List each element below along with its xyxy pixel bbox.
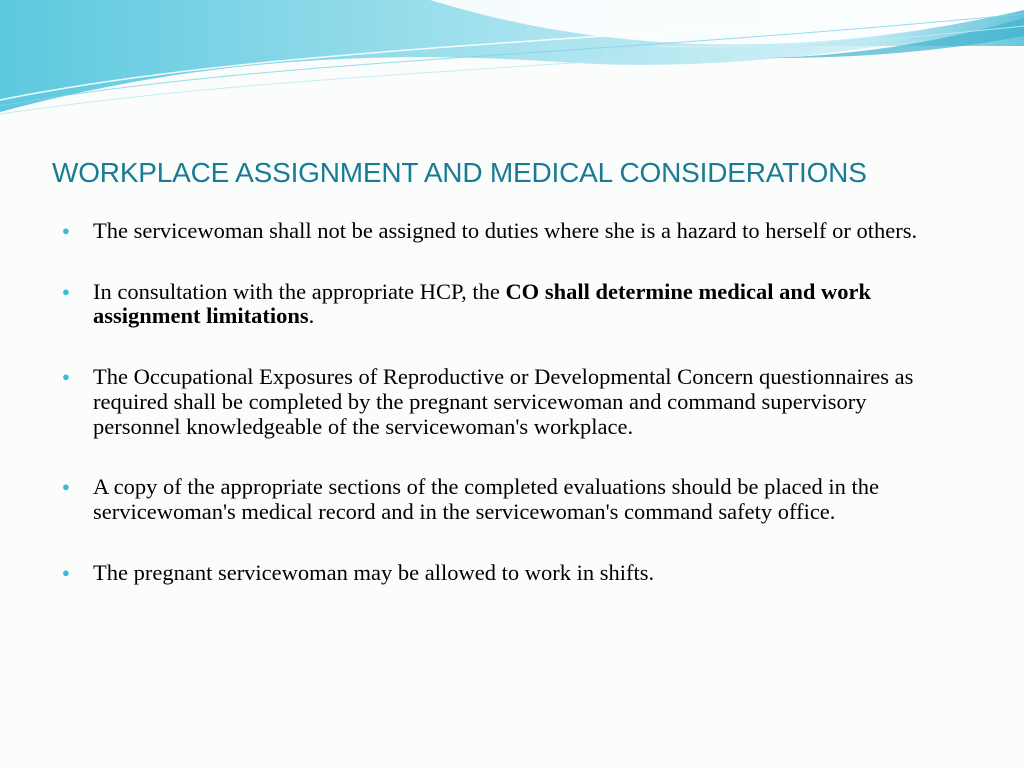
bullet-dot-icon: ● [62, 223, 70, 238]
header-wave-decoration [0, 0, 1024, 130]
bullet-item [62, 475, 952, 524]
bullet-dot-icon: ● [62, 564, 70, 580]
bullet-text: The servicewoman shall not be assigned to duties where she is a hazard to herself or others. [93, 218, 918, 243]
bullet-dot-icon: ● [62, 369, 70, 385]
bullet-text-emphasis: CO shall determine medical and work assignment limitations [93, 278, 872, 329]
bullet-dot-icon: ● [62, 283, 70, 299]
bullet-text-trail: . [308, 303, 315, 329]
bullet-dot-icon: ● [62, 479, 70, 495]
bullet-text: The pregnant servicewoman may be allowed to work in shifts. [93, 559, 655, 585]
bullet-text: A copy of the appropriate sections of the completed evaluations should be placed in the servicewoman's medical record and in the servicewoman's command safety office. [93, 474, 880, 524]
bullet-item [62, 365, 952, 439]
bullet-text-lead: In consultation with the appropriate HCP, the [93, 278, 506, 304]
bullet-text [93, 279, 871, 329]
bullet-item [62, 280, 952, 329]
bullet-list [62, 219, 952, 621]
bullet-item [62, 219, 952, 244]
bullet-item [62, 561, 952, 586]
slide-title: WORKPLACE ASSIGNMENT AND MEDICAL CONSIDERATIONS [52, 157, 867, 188]
bullet-text: The Occupational Exposures of Reproductive or Developmental Concern questionnaires as required shall be completed by the pregnant servicewoman and command supervisory personnel knowledgeable of the servicewoman's workplace. [93, 364, 914, 439]
